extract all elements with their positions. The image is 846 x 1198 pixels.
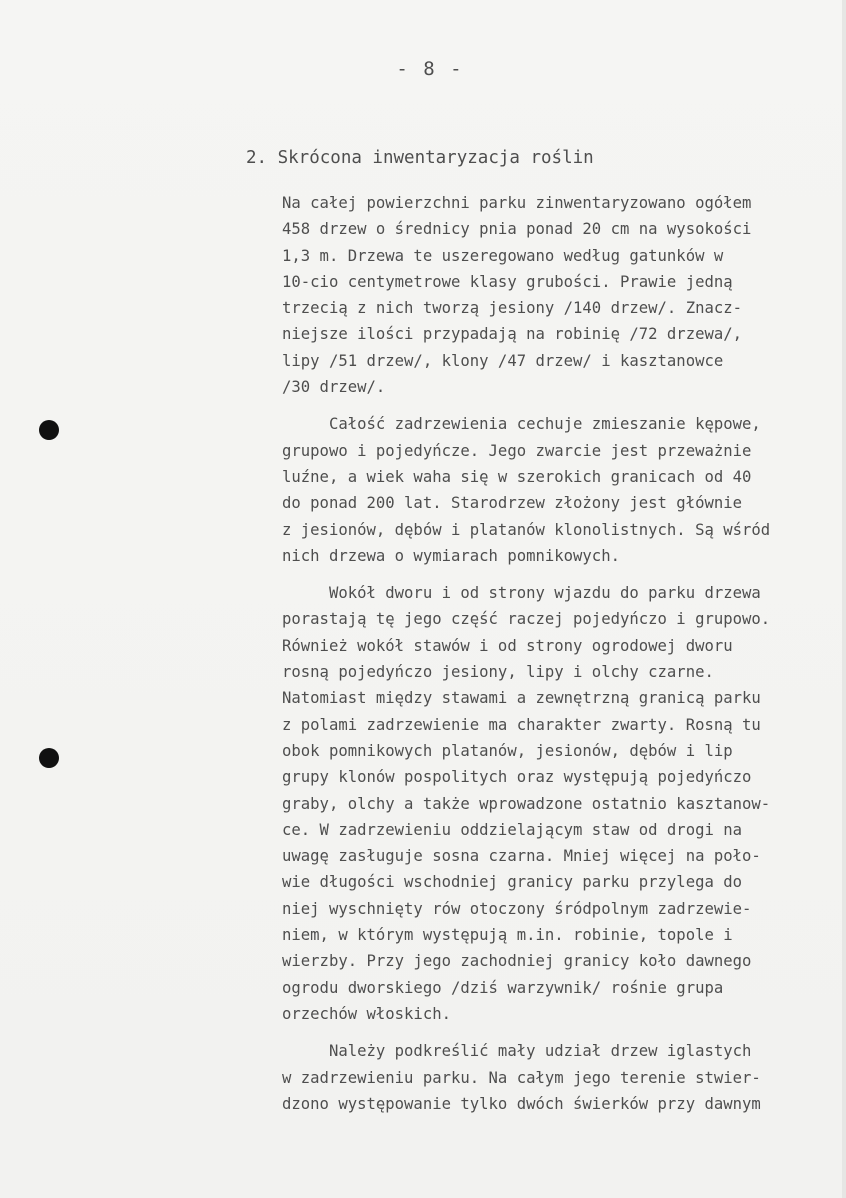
text-line: wie długości wschodniej granicy parku przylega do [282, 873, 743, 892]
text-line: wierzby. Przy jego zachodniej granicy koło dawnego [282, 952, 752, 971]
text-line: ogrodu dworskiego /dziś warzywnik/ rośnie grupa [282, 978, 724, 997]
text-line: Należy podkreślić mały udział drzew iglastych [282, 1042, 752, 1061]
paragraph-gap [282, 1027, 842, 1038]
paragraph-gap [282, 569, 842, 580]
text-line: lipy /51 drzew/, klony /47 drzew/ i kasztanowce [282, 351, 724, 370]
text-line: nich drzewa o wymiarach pomnikowych. [282, 546, 620, 565]
text-line: Natomiast między stawami a zewnętrzną granicą parku [282, 689, 761, 708]
paragraph-4 [282, 1038, 842, 1117]
text-line: luźne, a wiek waha się w szerokich granicach od 40 [282, 467, 752, 486]
paragraph-2 [282, 411, 842, 569]
text-line: ce. W zadrzewieniu oddzielającym staw od drogi na [282, 820, 743, 839]
text-line: niem, w którym występują m.in. robinie, topole i [282, 926, 733, 945]
text-line: dzono występowanie tylko dwóch świerków przy dawnym [282, 1094, 761, 1113]
paragraph-gap [282, 400, 842, 411]
section-heading: 2. Skrócona inwentaryzacja roślin [246, 148, 594, 168]
text-line: z jesionów, dębów i platanów klonolistnych. Są wśród [282, 520, 771, 539]
body-text [282, 190, 842, 1117]
text-line: obok pomnikowych platanów, jesionów, dębów i lip [282, 741, 733, 760]
text-line: Również wokół stawów i od strony ogrodowej dworu [282, 636, 733, 655]
text-line: 1,3 m. Drzewa te uszeregowano według gatunków w [282, 246, 724, 265]
text-line: grupy klonów pospolitych oraz występują pojedyńczo [282, 768, 752, 787]
paragraph-1 [282, 190, 842, 400]
text-line: w zadrzewieniu parku. Na całym jego terenie stwier- [282, 1068, 761, 1087]
text-line: /30 drzew/. [282, 378, 386, 397]
text-line: z polami zadrzewienie ma charakter zwarty. Rosną tu [282, 715, 761, 734]
text-line: niejsze ilości przypadają na robinię /72 drzewa/, [282, 325, 743, 344]
text-line: do ponad 200 lat. Starodrzew złożony jest głównie [282, 494, 743, 513]
text-line: rosną pojedyńczo jesiony, lipy i olchy czarne. [282, 663, 714, 682]
paragraph-3 [282, 580, 842, 1027]
text-line: Na całej powierzchni parku zinwentaryzowano ogółem [282, 194, 752, 212]
text-line: graby, olchy a także wprowadzone ostatnio kasztanow- [282, 794, 771, 813]
text-line: 10-cio centymetrowe klasy grubości. Prawie jedną [282, 272, 733, 291]
text-line: 458 drzew o średnicy pnia ponad 20 cm na wysokości [282, 220, 752, 239]
text-line: uwagę zasługuje sosna czarna. Mniej więcej na poło- [282, 847, 761, 866]
punch-hole-upper [39, 420, 59, 440]
punch-hole-lower [39, 748, 59, 768]
text-line: Wokół dworu i od strony wjazdu do parku drzewa [282, 584, 761, 603]
text-line: niej wyschnięty rów otoczony śródpolnym zadrzewie- [282, 899, 752, 918]
text-line: Całość zadrzewienia cechuje zmieszanie kępowe, [282, 415, 761, 434]
text-line: grupowo i pojedyńcze. Jego zwarcie jest przeważnie [282, 441, 752, 460]
text-line: porastają tę jego część raczej pojedyńczo i grupowo. [282, 610, 771, 629]
text-line: orzechów włoskich. [282, 1004, 451, 1023]
page-edge [842, 0, 846, 1198]
text-line: trzecią z nich tworzą jesiony /140 drzew/. Znacz- [282, 299, 743, 318]
page-number: - 8 - [396, 58, 464, 80]
